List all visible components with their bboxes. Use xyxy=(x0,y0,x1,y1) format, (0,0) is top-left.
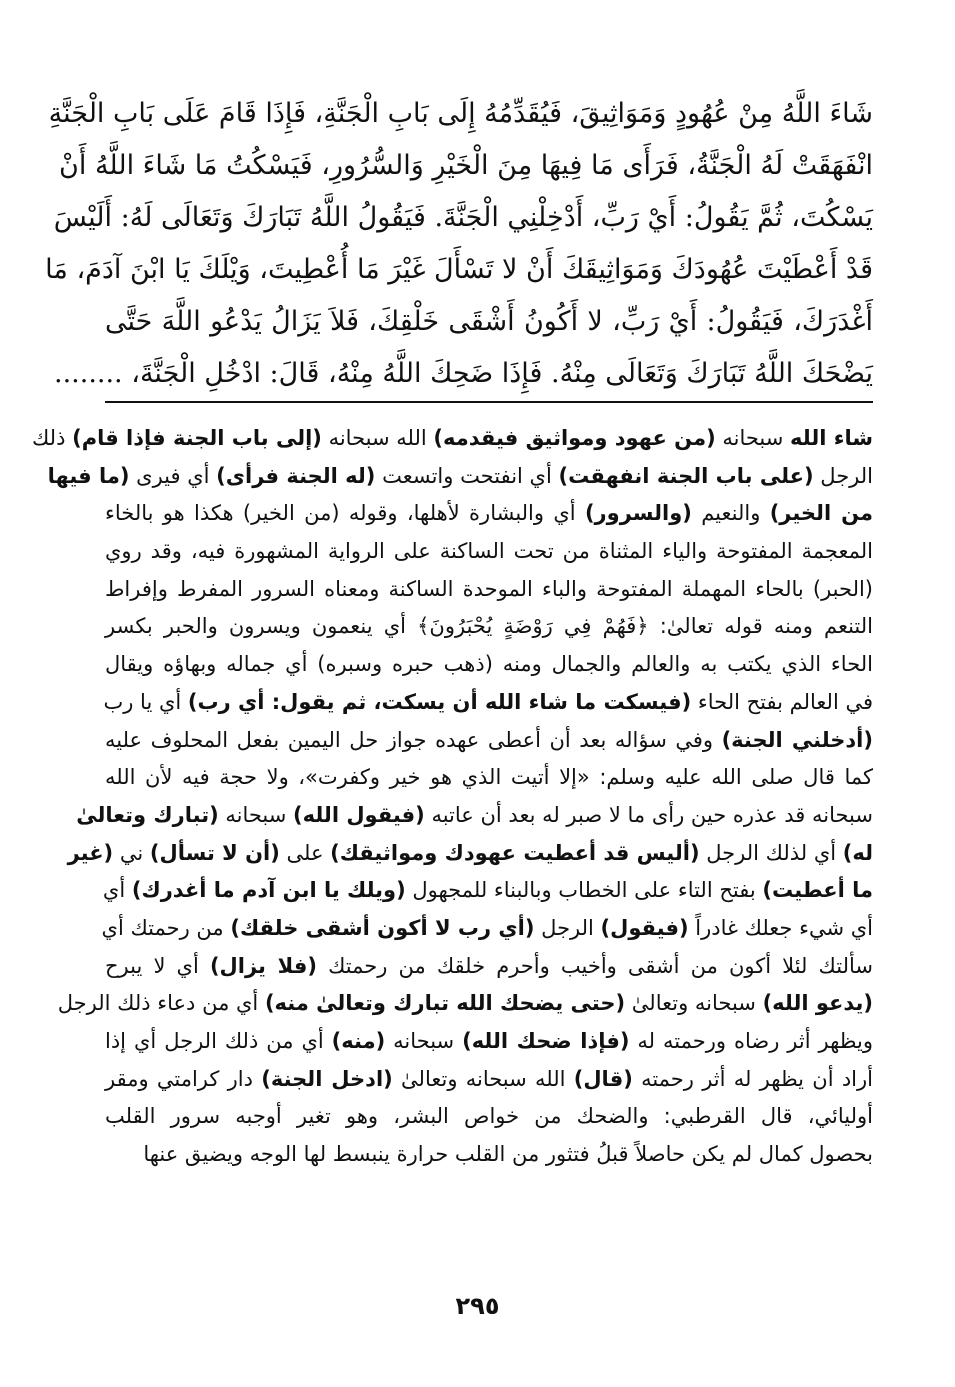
commentary-line xyxy=(105,1136,873,1174)
commentary-segment: أي لا يبرح xyxy=(105,953,210,978)
commentary-segment: الرجل xyxy=(813,463,873,488)
commentary-quoted-phrase: (له الجنة فرأى) xyxy=(216,463,376,488)
commentary-segment: بفتح التاء على الخطاب وبالبناء للمجهول xyxy=(405,878,763,903)
commentary-quoted-phrase: (فيقول الله) xyxy=(293,802,425,827)
commentary-quoted-phrase: شاء الله xyxy=(790,426,873,450)
commentary-quoted-phrase: (ادخل الجنة) xyxy=(261,1066,393,1091)
commentary-segment: على xyxy=(279,840,331,865)
commentary-segment: أي انفتحت واتسعت xyxy=(375,463,559,488)
commentary-segment: الرجل xyxy=(534,915,601,940)
commentary-quoted-phrase: (يدعو الله) xyxy=(762,991,873,1016)
commentary-segment: ويظهر أثر رضاه ورحمته له xyxy=(629,1029,873,1053)
hadith-line: يَسْكُتَ، ثُمَّ يَقُولُ: أَيْ رَبِّ، أَدْخِلْنِي الْجَنَّةَ. فَيَقُولُ اللَّهُ تَبَارَكَ وَتَعَالَى لَهُ: أَلَيْسَ xyxy=(53,202,873,233)
commentary-line xyxy=(105,684,873,722)
commentary-segment: بحصول كمال لم يكن حاصلاً قبلُ فتثور من القلب حرارة ينبسط لها الوجه ويضيق عنها xyxy=(143,1142,873,1167)
commentary-quoted-phrase: له) xyxy=(842,840,873,865)
commentary-segment: سبحانه وتعالىٰ xyxy=(625,991,763,1016)
commentary-segment: المعجمة المفتوحة والياء المثناة من تحت الساكنة على الرواية المشهورة فيه، وقد روي xyxy=(105,539,873,564)
commentary-quoted-phrase: (فيقول) xyxy=(600,915,689,940)
commentary-quoted-phrase: (قال) xyxy=(573,1066,633,1091)
commentary-segment: كما قال صلى الله عليه وسلم: «إلا أتيت الذي هو خير وكفرت»، ولا حجة فيه لأن الله xyxy=(105,765,873,790)
commentary-line xyxy=(105,646,873,684)
commentary-quoted-phrase: (ما فيها xyxy=(47,463,130,488)
hadith-text xyxy=(45,88,873,400)
commentary-segment: سبحانه xyxy=(218,802,294,827)
commentary-segment: التنعم ومنه قوله تعالىٰ: ﴿فَهُمْ فِي رَوْضَةٍ يُحْبَرُونَ﴾ أي ينعمون ويسرون والحبر بكسر xyxy=(105,614,873,639)
commentary-segment: سبحانه xyxy=(385,1029,463,1053)
commentary-line xyxy=(105,948,873,986)
commentary-quoted-phrase: (تبارك وتعالىٰ xyxy=(76,802,219,827)
commentary-segment: ذلك xyxy=(31,426,73,450)
commentary-quoted-phrase: (فلا يزال) xyxy=(209,953,317,978)
commentary-segment: والنعيم xyxy=(691,501,770,526)
commentary-line xyxy=(105,533,873,571)
commentary-segment: أي فيرى xyxy=(129,463,217,488)
commentary-segment: في العالم بفتح الحاء xyxy=(691,689,873,714)
commentary-segment: أي من دعاء ذلك الرجل xyxy=(57,991,265,1016)
commentary-segment: أي من ذلك الرجل أي إذا xyxy=(105,1029,332,1053)
hadith-line: شَاءَ اللَّهُ مِنْ عُهُودٍ وَمَوَاثِيقَ، فَيُقَدِّمُهُ إِلَى بَابِ الْجَنَّةِ، فَإِذَا قَامَ عَلَى بَابِ الْجَنَّةِ xyxy=(48,98,873,129)
commentary-line xyxy=(102,872,873,910)
commentary-segment: ني xyxy=(113,840,150,865)
commentary-line xyxy=(31,420,873,458)
commentary-quoted-phrase: (ويلك يا ابن آدم ما أغدرك) xyxy=(131,878,406,903)
commentary-text xyxy=(31,420,873,1174)
separator-rule xyxy=(105,401,873,403)
commentary-quoted-phrase: ما أعطيت) xyxy=(762,878,873,903)
commentary-line xyxy=(105,608,873,646)
commentary-quoted-phrase: (إلى باب الجنة فإذا قام) xyxy=(72,426,322,450)
commentary-line xyxy=(105,722,873,760)
commentary-line xyxy=(57,985,873,1023)
commentary-segment: أي xyxy=(102,878,132,903)
commentary-quoted-phrase: من الخير) xyxy=(769,501,873,526)
hadith-line: انْفَهَقَتْ لَهُ الْجَنَّةُ، فَرَأَى مَا فِيهَا مِنَ الْخَيْرِ وَالسُّرُورِ، فَيَسْكُتُ مَا شَاءَ اللَّهُ أَنْ xyxy=(59,150,873,181)
commentary-line xyxy=(67,835,873,873)
commentary-segment: وفي سؤاله بعد أن أعطى عهده جواز حل اليمين بفعل المحلوف عليه xyxy=(105,727,722,752)
commentary-quoted-phrase: (من عهود ومواثيق فيقدمه) xyxy=(433,426,716,450)
commentary-segment: الله سبحانه وتعالىٰ xyxy=(392,1066,574,1091)
commentary-segment: الله سبحانه xyxy=(321,426,434,450)
commentary-line xyxy=(105,495,873,533)
commentary-segment: أي شيء جعلك غادراً xyxy=(688,915,873,940)
commentary-quoted-phrase: (منه) xyxy=(331,1029,386,1053)
commentary-quoted-phrase: (حتى يضحك الله تبارك وتعالىٰ منه) xyxy=(264,991,626,1016)
commentary-quoted-phrase: (فيسكت ما شاء الله أن يسكت، ثم يقول: أي رب) xyxy=(187,689,692,714)
commentary-segment: أي لذلك الرجل xyxy=(699,840,843,865)
commentary-segment: أي يا رب xyxy=(103,689,188,714)
commentary-line xyxy=(105,571,873,609)
commentary-quoted-phrase: (والسرور) xyxy=(584,501,692,526)
commentary-line xyxy=(47,458,873,496)
commentary-quoted-phrase: (أدخلني الجنة) xyxy=(721,727,873,752)
commentary-quoted-phrase: (على باب الجنة انفهقت) xyxy=(558,463,814,488)
commentary-quoted-phrase: (أليس قد أعطيت عهودك ومواثيقك) xyxy=(330,840,700,865)
commentary-quoted-phrase: (أن لا تسأل) xyxy=(149,840,280,865)
hadith-line: أَغْدَرَكَ، فَيَقُولُ: أَيْ رَبِّ، لا أَكُونُ أَشْقَى خَلْقِكَ، فَلاَ يَزَالُ يَدْعُو اللَّهَ حَتَّى xyxy=(105,306,873,337)
commentary-segment: سبحانه xyxy=(715,426,791,450)
commentary-line xyxy=(76,797,873,835)
commentary-segment: أوليائي، قال القرطبي: والضحك من خواص البشر، وهو تغير أوجبه سرور القلب xyxy=(105,1104,873,1129)
commentary-segment: سألتك لئلا أكون من أشقى وأخيب وأحرم خلقك من رحمتك xyxy=(316,953,873,978)
commentary-quoted-phrase: (فإذا ضحك الله) xyxy=(462,1029,630,1053)
hadith-line: قَدْ أَعْطَيْتَ عُهُودَكَ وَمَوَاثِيقَكَ أَنْ لا تَسْأَلَ غَيْرَ مَا أُعْطِيتَ، وَيْلَكَ يَا ابْنَ آدَمَ، مَا xyxy=(45,254,873,285)
commentary-segment: الحاء الذي يكتب به والعالم والجمال ومنه (ذهب حبره وسبره) أي جماله وبهاؤه ويقال xyxy=(105,652,873,677)
hadith-line: يَضْحَكَ اللَّهُ تَبَارَكَ وَتَعَالَى مِنْهُ. فَإِذَا ضَحِكَ اللَّهُ مِنْهُ، قَالَ: ادْخُلِ الْجَنَّةَ، ........ xyxy=(53,358,873,389)
commentary-segment: أي والبشارة لأهلها، وقوله (من الخير) هكذا هو بالخاء xyxy=(105,501,585,526)
commentary-line xyxy=(105,1098,873,1136)
commentary-line xyxy=(105,1061,873,1099)
commentary-line xyxy=(105,759,873,797)
commentary-segment: سبحانه قد عذره حين رأى ما لا صبر له بعد أن عاتبه xyxy=(424,802,873,827)
commentary-segment: أراد أن يظهر له أثر رحمته xyxy=(632,1066,873,1091)
commentary-segment: من رحمتك أي xyxy=(101,915,231,940)
commentary-segment: دار كرامتي ومقر xyxy=(105,1066,262,1091)
page-number: ٢٩٥ xyxy=(455,1292,500,1320)
commentary-quoted-phrase: (أي رب لا أكون أشقى خلقك) xyxy=(230,915,535,940)
commentary-line xyxy=(101,910,873,948)
commentary-line xyxy=(105,1023,873,1061)
commentary-quoted-phrase: (غير xyxy=(67,840,114,865)
commentary-segment: (الحبر) بالحاء المهملة المفتوحة والباء الموحدة الساكنة ومعناه السرور المفرط وإفراط xyxy=(105,576,873,601)
